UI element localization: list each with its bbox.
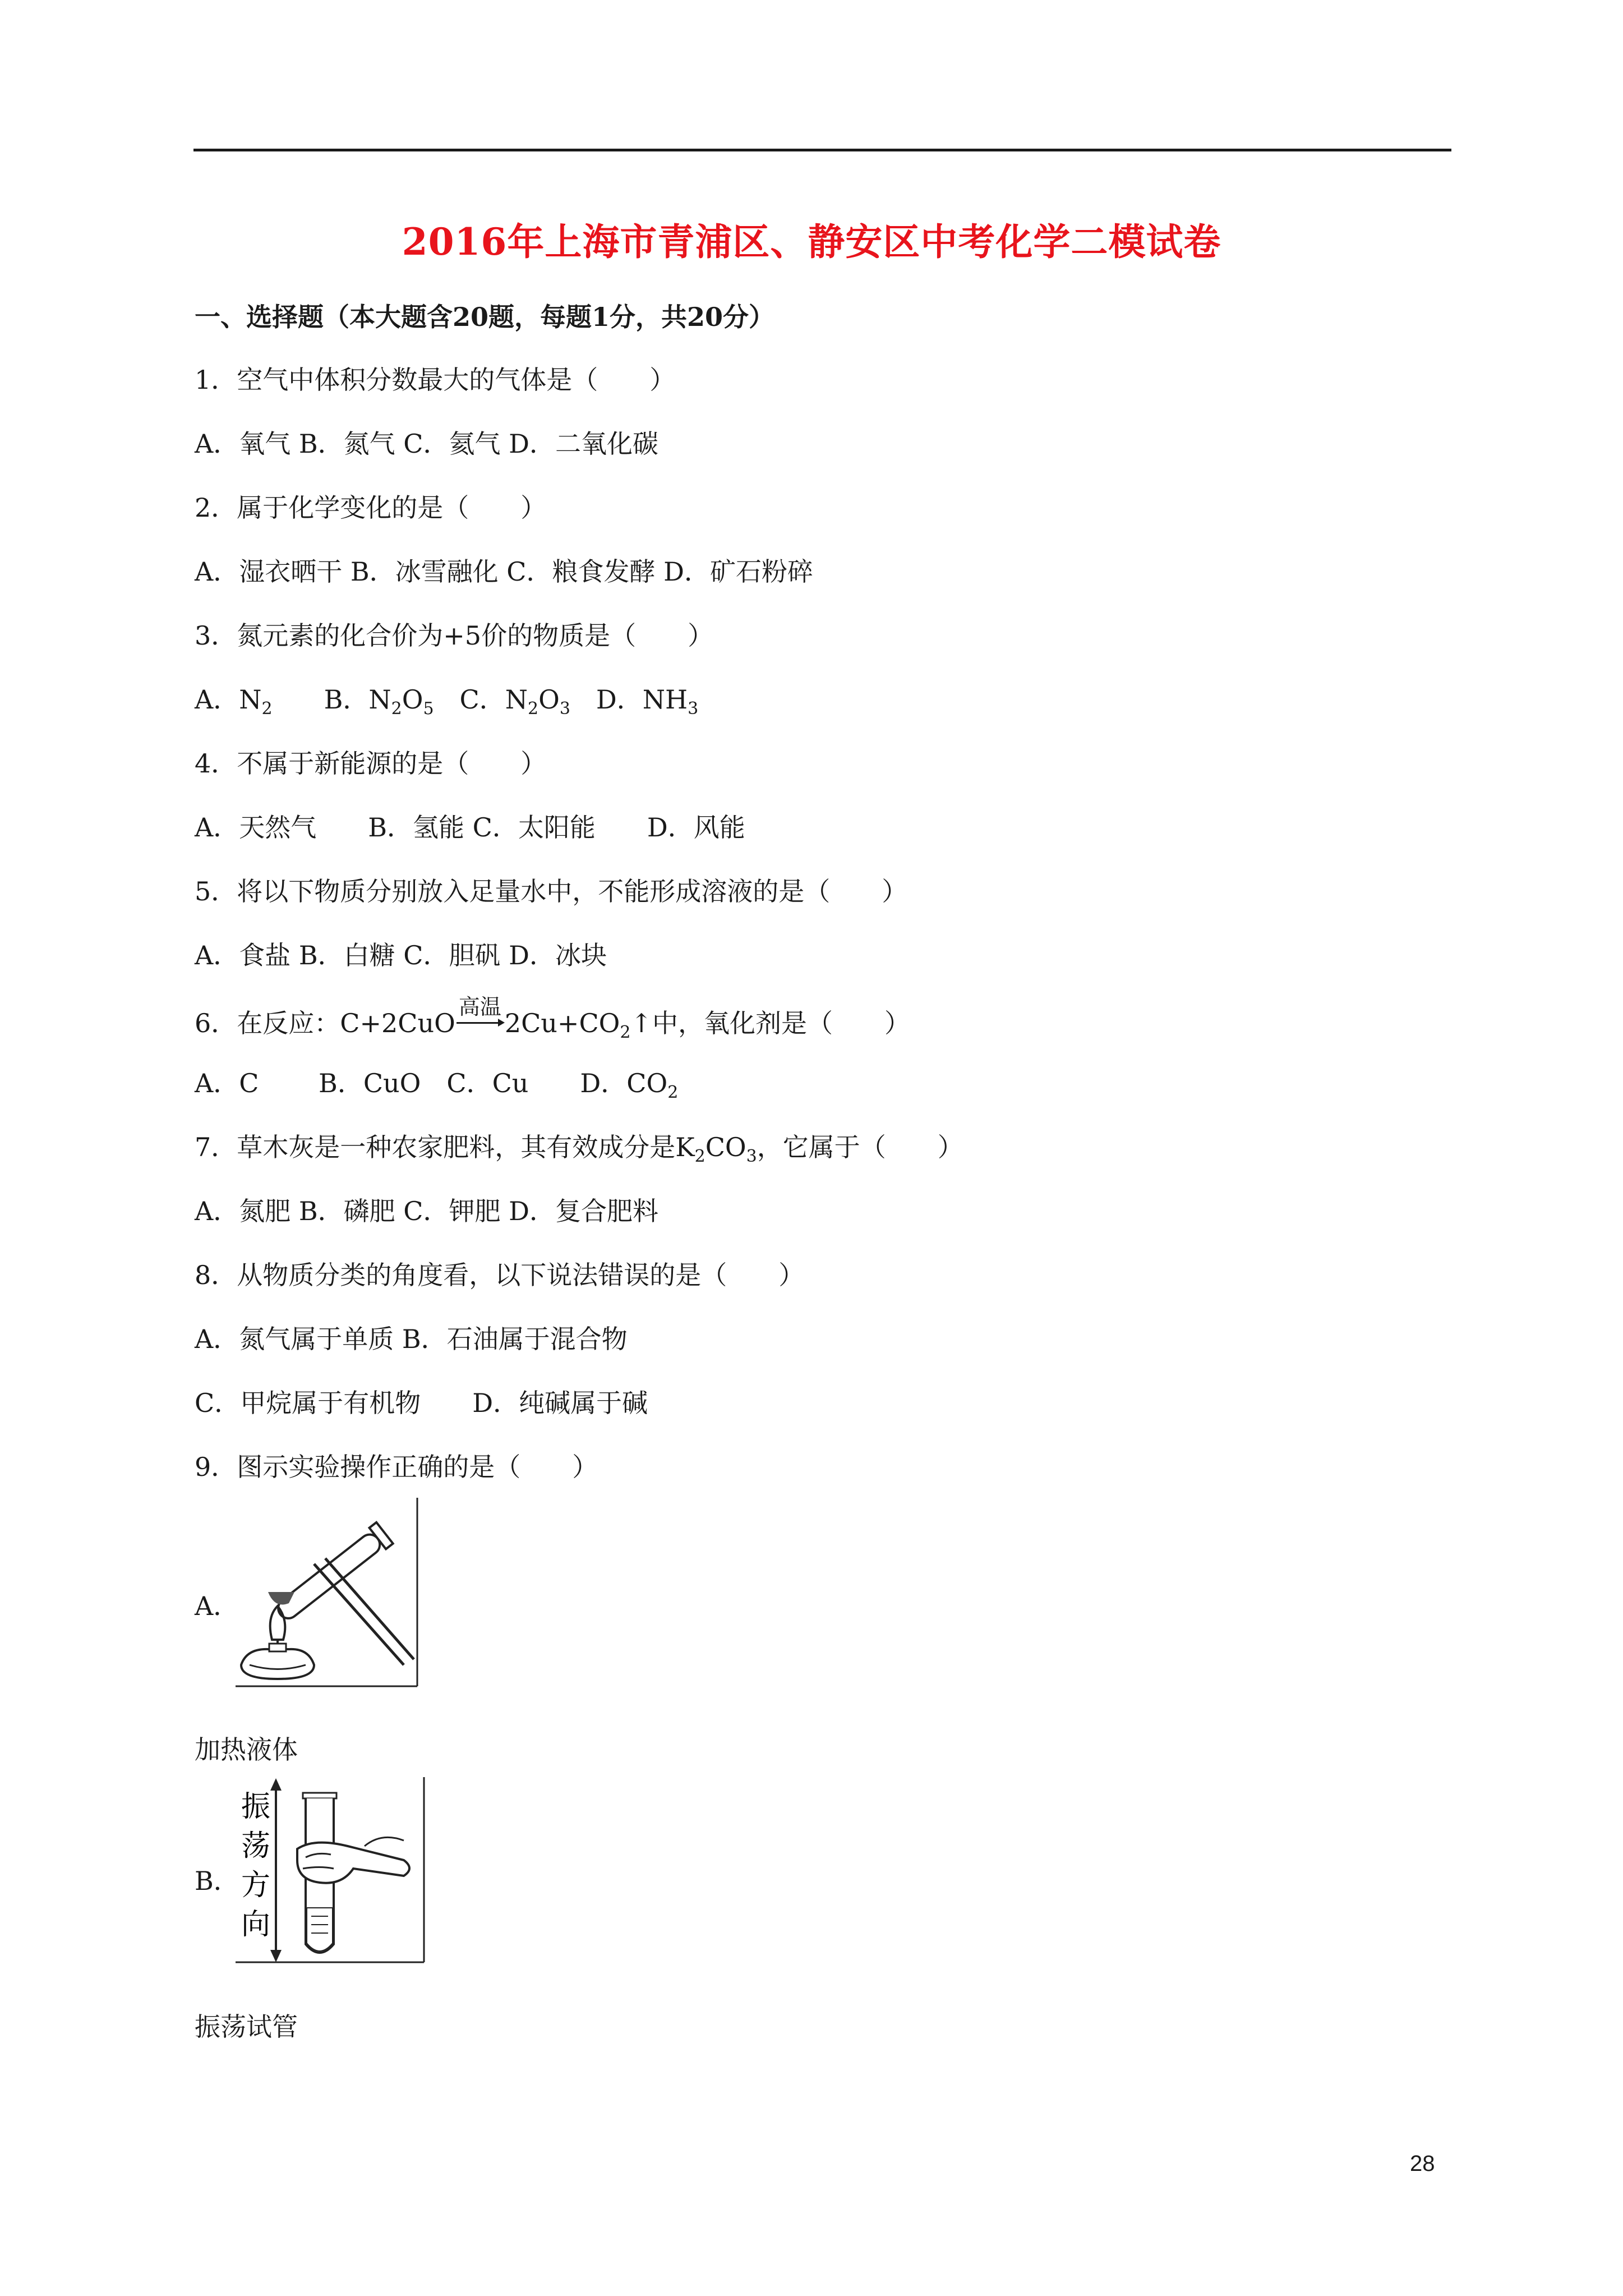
- figure-char-4: 向: [241, 1908, 271, 1941]
- q2-stem: 2．属于化学变化的是（ ）: [195, 493, 547, 523]
- shaking-test-tube-figure: [236, 1776, 427, 1963]
- reaction-arrow: [455, 995, 505, 1032]
- q4-options: A．天然气 B．氢能 C．太阳能 D．风能: [195, 812, 745, 843]
- q3-options: A．$N_2$ B．$N_2O_5$ C．$N_2O_3$ D．$NH_3$: [195, 684, 699, 719]
- q3-stem: 3．氮元素的化合价为+5价的物质是（ ）: [195, 620, 714, 651]
- q6-options: A．C B．CuO C．Cu D．$CO_2$: [195, 1068, 679, 1102]
- figure-char-2: 荡: [241, 1829, 271, 1863]
- q7-options: A．氮肥 B．磷肥 C．钾肥 D．复合肥料: [195, 1196, 658, 1226]
- figure-char-3: 方: [241, 1869, 271, 1902]
- q7-stem: 7．草木灰是一种农家肥料，其有效成分是$K_2CO_3$，它属于（ ）: [195, 1132, 963, 1166]
- q9-stem: 9．图示实验操作正确的是（ ）: [195, 1452, 598, 1482]
- heating-liquid-figure: [236, 1497, 421, 1687]
- q8-options-1: A．氮气属于单质 B．石油属于混合物: [195, 1324, 628, 1354]
- page-number: 28: [1410, 2151, 1435, 2176]
- q5-options: A．食盐 B．白糖 C．胆矾 D．冰块: [195, 940, 607, 970]
- q6-stem: 6．在反应：C+2CuO 高温 $2Cu+CO_2↑$中，氧化剂是（ ）: [195, 995, 910, 1042]
- section-heading: 一、选择题（本大题含20题，每题1分，共20分）: [195, 302, 775, 332]
- reaction-condition: 高温: [458, 995, 501, 1019]
- q9-option-b-caption: 振荡试管: [195, 2012, 298, 2042]
- q9-option-a-label: A．: [195, 1591, 239, 1621]
- q9-option-a-caption: 加热液体: [195, 1734, 298, 1765]
- page-title: 2016年上海市青浦区、静安区中考化学二模试卷: [402, 220, 1221, 264]
- q2-options: A．湿衣晒干 B．冰雪融化 C．粮食发酵 D．矿石粉碎: [195, 556, 813, 587]
- q1-stem: 1．空气中体积分数最大的气体是（ ）: [195, 365, 676, 395]
- q4-stem: 4．不属于新能源的是（ ）: [195, 748, 547, 779]
- q8-options-2: C．甲烷属于有机物 D．纯碱属于碱: [195, 1388, 648, 1418]
- q1-options: A．氧气 B．氮气 C．氦气 D．二氧化碳: [195, 429, 658, 459]
- q9-option-b-label: B．: [195, 1866, 239, 1896]
- q5-stem: 5．将以下物质分别放入足量水中，不能形成溶液的是（ ）: [195, 876, 908, 907]
- figure-char-1: 振: [241, 1790, 271, 1824]
- header-rule: [193, 149, 1451, 151]
- q8-stem: 8．从物质分类的角度看，以下说法错误的是（ ）: [195, 1260, 805, 1290]
